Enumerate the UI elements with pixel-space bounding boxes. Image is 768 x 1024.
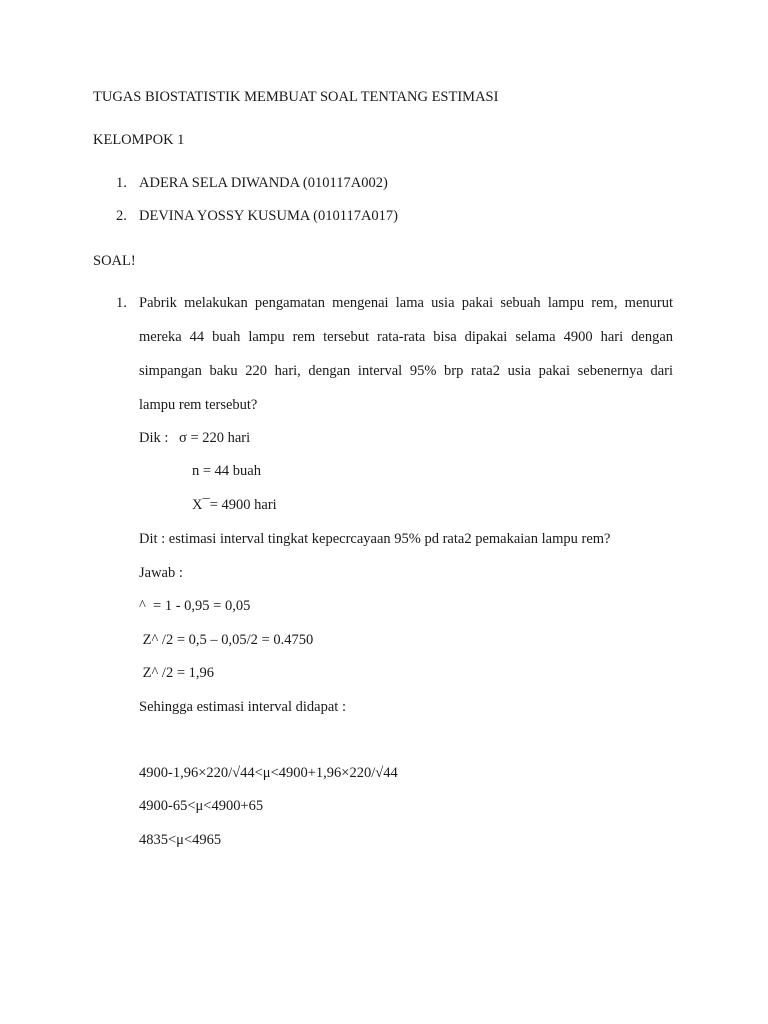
answer-result: 4835<μ<4965 [139,832,222,848]
known-n: n = 44 buah [192,463,261,479]
question-number: 1. [116,295,127,311]
question-line: simpangan baku 220 hari, dengan interval 95% brp rata2 usia pakai sebenernya dari [139,363,673,379]
answer-result: 4900-65<μ<4900+65 [139,798,264,814]
question-line: lampu rem tersebut? [139,397,258,413]
member-name: ADERA SELA DIWANDA (010117A002) [139,175,388,191]
section-label: SOAL! [93,253,136,269]
member-number: 2. [116,208,127,224]
answer-step: ^ = 1 - 0,95 = 0,05 [139,598,251,614]
answer-result: 4900-1,96×220/√44<μ<4900+1,96×220/√44 [139,765,398,781]
asked-text: Dit : estimasi interval tingkat kepecrcayaan 95% pd rata2 pemakaian lampu rem? [139,531,611,547]
xbar-symbol: X [192,497,203,513]
known-label: Dik : [139,430,169,446]
known-mean [192,498,277,513]
known-mean-value: ¯= 4900 hari [202,497,277,513]
question-line: Pabrik melakukan pengamatan mengenai lama usia pakai sebuah lampu rem, menurut [139,295,673,311]
question-line: mereka 44 buah lampu rem tersebut rata-rata bisa dipakai selama 4900 hari dengan [139,329,673,345]
answer-step: Z^ /2 = 0,5 – 0,05/2 = 0.4750 [139,632,314,648]
group-label: KELOMPOK 1 [93,132,185,148]
document-title: TUGAS BIOSTATISTIK MEMBUAT SOAL TENTANG ESTIMASI [93,89,499,105]
answer-step: Z^ /2 = 1,96 [139,665,214,681]
member-name: DEVINA YOSSY KUSUMA (010117A017) [139,208,398,224]
known-sigma: σ = 220 hari [179,430,251,446]
member-number: 1. [116,175,127,191]
answer-step: Sehingga estimasi interval didapat : [139,699,346,715]
answer-label: Jawab : [139,565,183,581]
